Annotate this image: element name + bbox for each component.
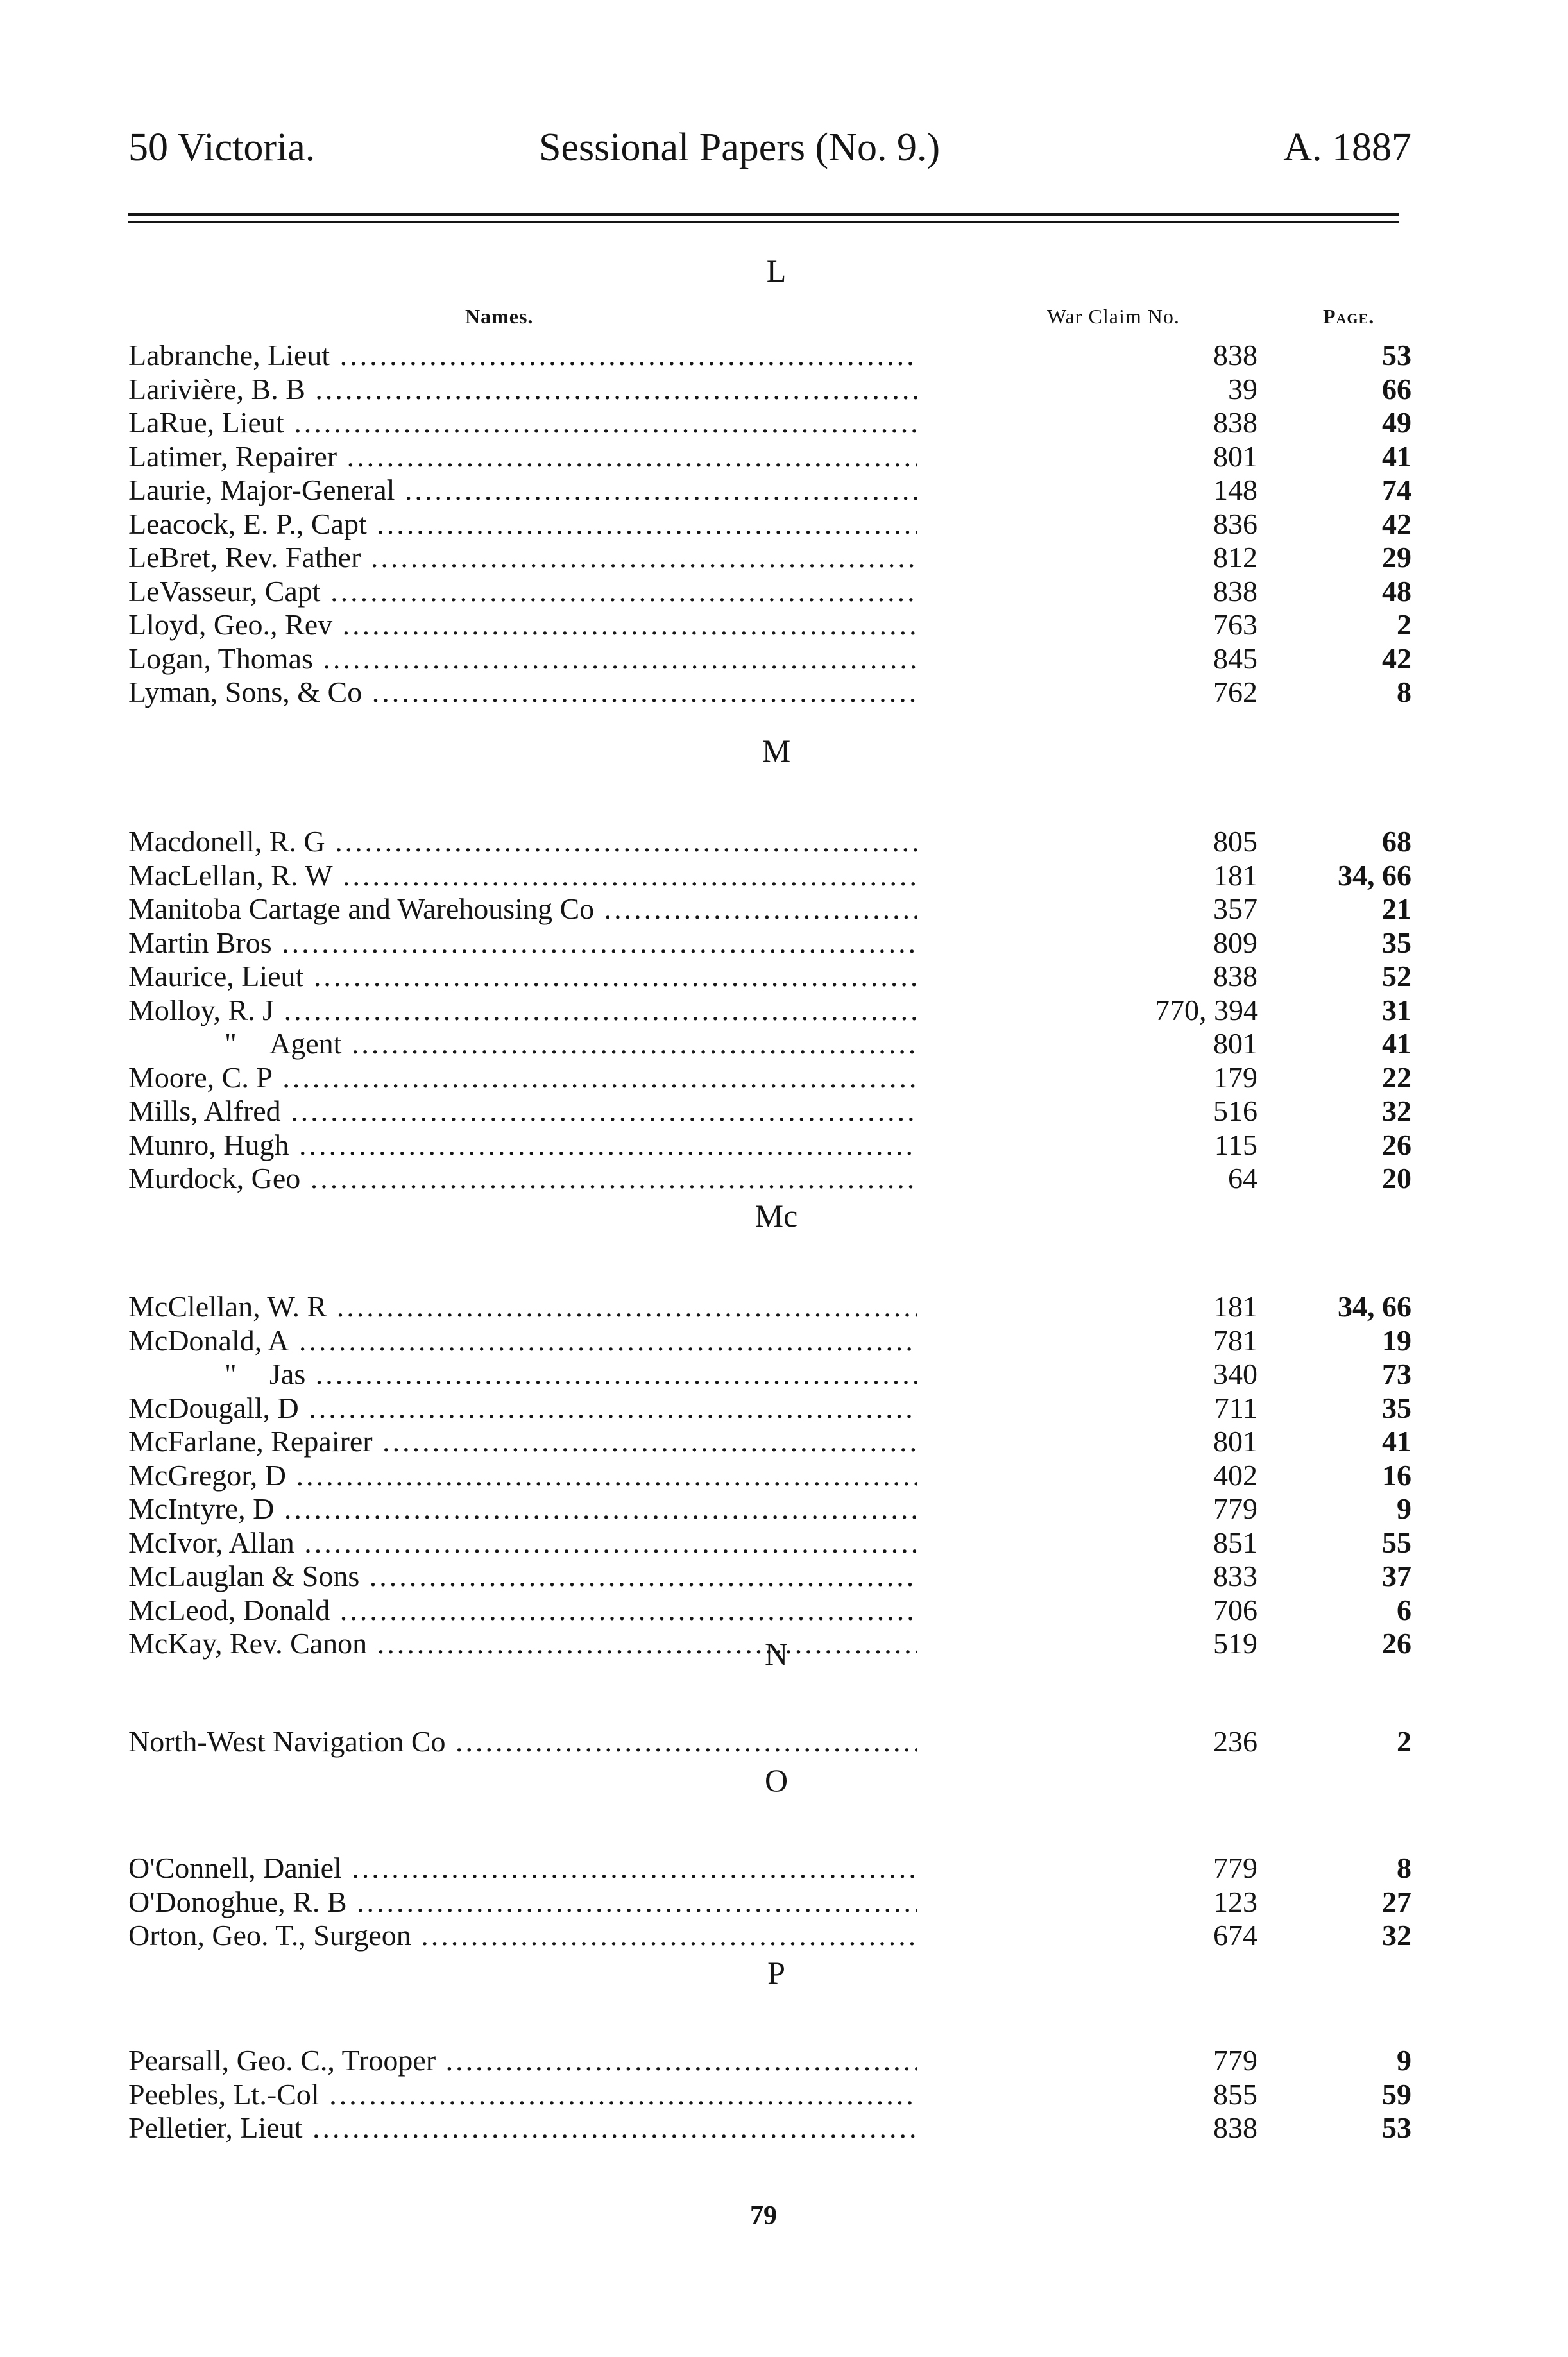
page-reference: 16 xyxy=(1382,1458,1411,1492)
index-row xyxy=(128,1458,1411,1492)
entry-name xyxy=(128,338,917,372)
war-claim-number: 779 xyxy=(1213,1851,1257,1884)
entry-name-text: O'Donoghue, R. B xyxy=(128,1885,347,1918)
index-row xyxy=(128,824,1411,858)
entry-name-text: LaRue, Lieut xyxy=(128,406,284,439)
entry-name xyxy=(128,1391,917,1425)
war-claim-number: 64 xyxy=(1228,1162,1257,1195)
war-claim-number: 123 xyxy=(1213,1885,1257,1918)
entry-name xyxy=(128,473,917,507)
war-claim-number: 357 xyxy=(1213,892,1257,925)
index-row xyxy=(128,1289,1411,1323)
page-reference: 26 xyxy=(1382,1128,1411,1161)
entry-name-text: Larivière, B. B xyxy=(128,372,305,405)
page-reference: 42 xyxy=(1382,642,1411,675)
index-row xyxy=(128,1323,1411,1357)
section-letter: P xyxy=(767,1955,785,1991)
war-claim-number: 779 xyxy=(1213,1492,1257,1525)
entry-name xyxy=(128,1026,917,1060)
entry-name xyxy=(128,858,917,892)
entry-name-text: Latimer, Repairer xyxy=(128,439,337,473)
entry-name-text: Mills, Alfred xyxy=(128,1094,281,1127)
page-number: 79 xyxy=(750,2201,777,2231)
entry-name xyxy=(128,2077,917,2111)
entry-name xyxy=(128,1289,917,1323)
index-row xyxy=(128,574,1411,608)
section-letter: Mc xyxy=(754,1198,798,1234)
entry-name-text: Maurice, Lieut xyxy=(128,960,304,992)
entry-name-text: Peebles, Lt.-Col xyxy=(128,2077,320,2111)
war-claim-number: 801 xyxy=(1213,1027,1257,1060)
war-claim-number: 809 xyxy=(1213,926,1257,959)
entry-name-text: Pearsall, Geo. C., Trooper xyxy=(128,2044,436,2077)
war-claim-number: 519 xyxy=(1213,1627,1257,1660)
page-reference: 32 xyxy=(1382,1919,1411,1952)
header-year: A. 1887 xyxy=(1283,126,1411,169)
entry-name-text: Moore, C. P xyxy=(128,1060,273,1094)
section-letter: O xyxy=(764,1762,788,1798)
entry-name-text: McIvor, Allan xyxy=(128,1526,294,1559)
page-reference: 59 xyxy=(1382,2077,1411,2111)
index-row xyxy=(128,338,1411,372)
war-claim-number: 181 xyxy=(1213,858,1257,892)
war-claim-number: 781 xyxy=(1213,1323,1257,1357)
index-row xyxy=(128,608,1411,642)
war-claim-number: 181 xyxy=(1213,1290,1257,1323)
war-claim-number: 838 xyxy=(1213,960,1257,992)
index-row xyxy=(128,675,1411,709)
entry-name xyxy=(128,993,917,1027)
index-row xyxy=(128,1724,1411,1758)
page-reference: 8 xyxy=(1397,1851,1411,1884)
war-claim-number: 402 xyxy=(1213,1458,1257,1492)
index-row xyxy=(128,892,1411,926)
page-reference: 34, 66 xyxy=(1338,858,1411,892)
entry-name xyxy=(128,1526,917,1560)
entry-name-text: Logan, Thomas xyxy=(128,642,313,675)
war-claim-number: 805 xyxy=(1213,825,1257,858)
war-claim-number: 833 xyxy=(1213,1560,1257,1592)
page-reference: 55 xyxy=(1382,1526,1411,1559)
page-reference: 41 xyxy=(1382,1027,1411,1060)
entry-name xyxy=(128,405,917,439)
index-row xyxy=(128,1424,1411,1458)
page-reference: 9 xyxy=(1397,2044,1411,2077)
entry-name xyxy=(128,1559,917,1593)
page-reference: 31 xyxy=(1382,993,1411,1026)
entry-name xyxy=(128,2043,917,2077)
index-row xyxy=(128,1492,1411,1526)
entry-name-text: McIntyre, D xyxy=(128,1492,275,1525)
war-claim-number: 801 xyxy=(1213,1425,1257,1458)
entry-name-text: Macdonell, R. G xyxy=(128,825,325,858)
page-reference: 20 xyxy=(1382,1162,1411,1195)
page-reference: 68 xyxy=(1382,825,1411,858)
index-row xyxy=(128,1094,1411,1128)
index-row xyxy=(128,1559,1411,1593)
page-reference: 2 xyxy=(1397,1725,1411,1758)
entry-name xyxy=(128,959,917,993)
entry-name xyxy=(128,926,917,960)
page-reference: 48 xyxy=(1382,574,1411,608)
section-letter: M xyxy=(762,733,791,769)
index-row xyxy=(128,1060,1411,1094)
ditto-mark: " xyxy=(225,1027,237,1060)
page-reference: 22 xyxy=(1382,1060,1411,1094)
page-reference: 8 xyxy=(1397,676,1411,708)
page-reference: 35 xyxy=(1382,1391,1411,1424)
page-reference: 41 xyxy=(1382,439,1411,473)
index-row xyxy=(128,993,1411,1027)
page-reference: 35 xyxy=(1382,926,1411,959)
war-claim-number: 516 xyxy=(1213,1094,1257,1127)
entry-name-text: North-West Navigation Co xyxy=(128,1725,446,1758)
page-reference: 53 xyxy=(1382,339,1411,371)
page-reference: 41 xyxy=(1382,1425,1411,1458)
entry-name xyxy=(128,1161,917,1195)
index-row xyxy=(128,473,1411,507)
entry-name-text: McLauglan & Sons xyxy=(128,1560,360,1592)
war-claim-number: 179 xyxy=(1213,1060,1257,1094)
entry-name xyxy=(128,892,917,926)
war-claim-number: 845 xyxy=(1213,642,1257,675)
war-claim-number: 770, 394 xyxy=(1155,993,1258,1026)
war-claim-number: 711 xyxy=(1214,1391,1257,1424)
war-claim-number: 236 xyxy=(1213,1725,1257,1758)
entry-name xyxy=(128,608,917,642)
entry-name xyxy=(128,675,917,709)
page-reference: 73 xyxy=(1382,1357,1411,1390)
page-reference: 19 xyxy=(1382,1323,1411,1357)
entry-name-text: Labranche, Lieut xyxy=(128,339,330,371)
entry-name-text: Lyman, Sons, & Co xyxy=(128,676,362,708)
entry-name xyxy=(128,1094,917,1128)
section-letter: L xyxy=(766,253,787,289)
entry-name xyxy=(128,1323,917,1357)
entry-name xyxy=(128,1492,917,1526)
entry-name-text: LeVasseur, Capt xyxy=(128,574,321,608)
index-row xyxy=(128,540,1411,574)
war-claim-number: 801 xyxy=(1213,439,1257,473)
entry-name xyxy=(128,1918,917,1952)
page-reference: 42 xyxy=(1382,507,1411,540)
entry-name-text: McDougall, D xyxy=(128,1391,299,1424)
war-claim-number: 39 xyxy=(1228,372,1257,405)
column-header-page: Page. xyxy=(1323,305,1375,328)
war-claim-number: 812 xyxy=(1213,541,1257,574)
entry-name-text: Munro, Hugh xyxy=(128,1128,289,1161)
entry-name-text: McDonald, A xyxy=(128,1323,289,1357)
entry-name xyxy=(128,507,917,541)
page-reference: 21 xyxy=(1382,892,1411,925)
war-claim-number: 340 xyxy=(1213,1357,1257,1390)
index-row xyxy=(128,1918,1411,1952)
page-reference: 2 xyxy=(1397,608,1411,641)
war-claim-number: 706 xyxy=(1213,1593,1257,1626)
page-reference: 34, 66 xyxy=(1338,1290,1411,1323)
index-row xyxy=(128,1526,1411,1560)
entry-name xyxy=(128,574,917,608)
entry-name-text: Jas xyxy=(269,1357,306,1390)
entry-name-text: O'Connell, Daniel xyxy=(128,1851,342,1884)
index-row xyxy=(128,372,1411,406)
entry-name xyxy=(128,1885,917,1919)
index-row xyxy=(128,1026,1411,1060)
war-claim-number: 838 xyxy=(1213,406,1257,439)
entry-name xyxy=(128,2111,917,2145)
page-reference: 6 xyxy=(1397,1593,1411,1626)
index-row xyxy=(128,1391,1411,1425)
war-claim-number: 779 xyxy=(1213,2044,1257,2077)
entry-name xyxy=(128,824,917,858)
entry-name xyxy=(128,642,917,676)
page-reference: 74 xyxy=(1382,473,1411,506)
entry-name-text: Manitoba Cartage and Warehousing Co xyxy=(128,892,595,925)
entry-name-text: Laurie, Major-General xyxy=(128,473,395,506)
war-claim-number: 851 xyxy=(1213,1526,1257,1559)
entry-name-text: McLeod, Donald xyxy=(128,1593,330,1626)
entry-name-text: McGregor, D xyxy=(128,1458,286,1492)
page-reference: 66 xyxy=(1382,372,1411,405)
entry-name-text: Molloy, R. J xyxy=(128,993,275,1026)
header-title: Sessional Papers (No. 9.) xyxy=(539,126,941,169)
page-reference: 52 xyxy=(1382,960,1411,992)
entry-name-text: Leacock, E. P., Capt xyxy=(128,507,367,540)
entry-name xyxy=(128,1128,917,1162)
index-row xyxy=(128,926,1411,960)
entry-name xyxy=(128,1060,917,1094)
index-row xyxy=(128,439,1411,473)
war-claim-number: 855 xyxy=(1213,2077,1257,2111)
page-reference: 37 xyxy=(1382,1560,1411,1592)
page-reference: 29 xyxy=(1382,541,1411,574)
column-header-names: Names. xyxy=(465,305,534,328)
entry-name-text: Agent xyxy=(269,1027,342,1060)
page-reference: 53 xyxy=(1382,2111,1411,2144)
entry-name xyxy=(128,439,917,473)
page-reference: 32 xyxy=(1382,1094,1411,1127)
entry-name-text: MacLellan, R. W xyxy=(128,858,333,892)
entry-name-text: Pelletier, Lieut xyxy=(128,2111,303,2144)
entry-name-text: Lloyd, Geo., Rev xyxy=(128,608,333,641)
entry-name xyxy=(128,1724,917,1758)
page-reference: 26 xyxy=(1382,1627,1411,1660)
index-row xyxy=(128,1851,1411,1885)
entry-name xyxy=(128,1851,917,1885)
entry-name-text: McFarlane, Repairer xyxy=(128,1425,373,1458)
entry-name xyxy=(128,1593,917,1627)
index-row xyxy=(128,405,1411,439)
entry-name xyxy=(128,1424,917,1458)
war-claim-number: 115 xyxy=(1214,1128,1257,1161)
war-claim-number: 838 xyxy=(1213,574,1257,608)
page-reference: 27 xyxy=(1382,1885,1411,1918)
war-claim-number: 674 xyxy=(1213,1919,1257,1952)
section-letter: N xyxy=(764,1636,788,1672)
entry-name-text: McKay, Rev. Canon xyxy=(128,1627,368,1660)
war-claim-number: 148 xyxy=(1213,473,1257,506)
war-claim-number: 836 xyxy=(1213,507,1257,540)
index-row xyxy=(128,2043,1411,2077)
war-claim-number: 838 xyxy=(1213,339,1257,371)
index-row xyxy=(128,858,1411,892)
war-claim-number: 838 xyxy=(1213,2111,1257,2144)
index-row xyxy=(128,1885,1411,1919)
entry-name xyxy=(128,1357,917,1391)
entry-name xyxy=(128,540,917,574)
index-row xyxy=(128,2111,1411,2145)
index-row xyxy=(128,1357,1411,1391)
entry-name-text: Murdock, Geo xyxy=(128,1162,301,1195)
entry-name xyxy=(128,372,917,406)
page-reference: 9 xyxy=(1397,1492,1411,1525)
page-reference: 49 xyxy=(1382,406,1411,439)
war-claim-number: 762 xyxy=(1213,676,1257,708)
war-claim-number: 763 xyxy=(1213,608,1257,641)
header-session: 50 Victoria. xyxy=(128,126,316,169)
entry-name-text: LeBret, Rev. Father xyxy=(128,541,361,574)
entry-name-text: Orton, Geo. T., Surgeon xyxy=(128,1919,411,1952)
index-row xyxy=(128,2077,1411,2111)
column-header-claim: War Claim No. xyxy=(1047,305,1180,328)
ditto-mark: " xyxy=(225,1357,237,1390)
index-row xyxy=(128,642,1411,676)
entry-name-text: Martin Bros xyxy=(128,926,272,959)
index-row xyxy=(128,959,1411,993)
index-row xyxy=(128,1161,1411,1195)
entry-name xyxy=(128,1458,917,1492)
index-row xyxy=(128,1128,1411,1162)
index-row xyxy=(128,1593,1411,1627)
index-row xyxy=(128,507,1411,541)
entry-name-text: McClellan, W. R xyxy=(128,1290,327,1323)
